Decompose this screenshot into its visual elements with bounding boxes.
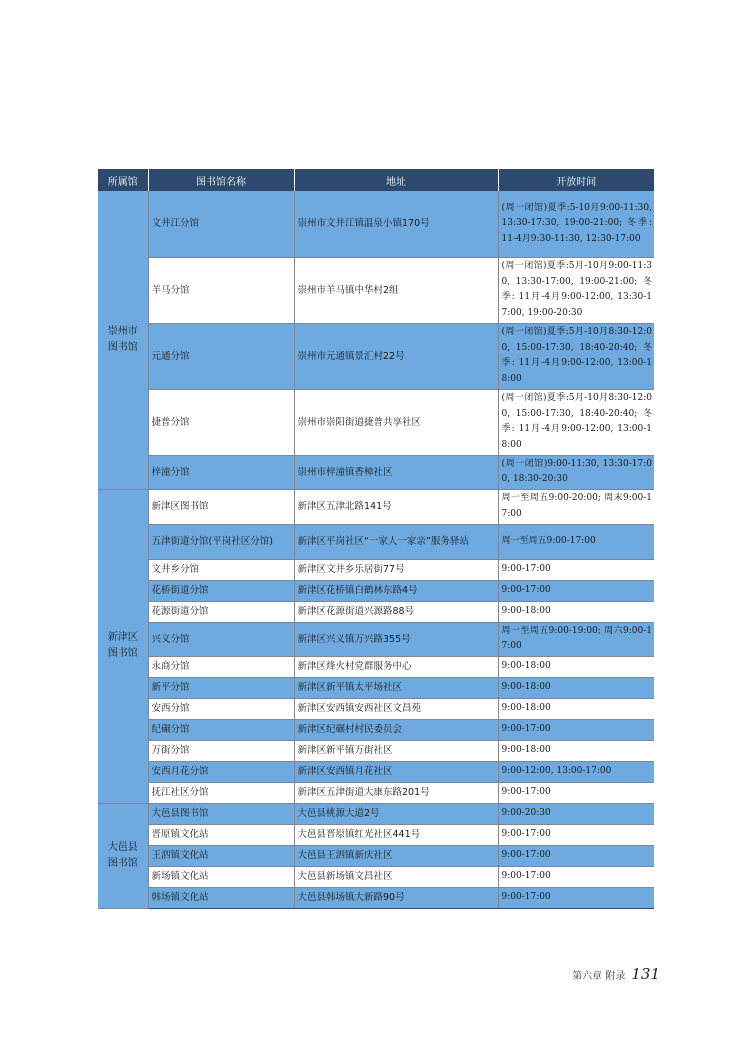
address-cell: 大邑县晋原镇红光社区441号 xyxy=(294,824,498,845)
hours-cell: (周一闭馆)夏季:5月-10月8:30-12:00, 15:00-17:30, 18:40-20:40; 冬季: 11月-4月9:00-12:00, 13:00-18:00 xyxy=(498,389,654,455)
table-row xyxy=(98,887,654,908)
table-row xyxy=(98,656,654,677)
address-cell: 崇州市梓潼镇香樟社区 xyxy=(294,455,498,489)
library-name-cell: 抚江社区分馆 xyxy=(148,782,294,803)
address-cell: 新津区新平镇太平场社区 xyxy=(294,677,498,698)
hours-cell: 9:00-18:00 xyxy=(498,698,654,719)
table-row xyxy=(98,323,654,389)
address-cell: 新津区纪碾村村民委员会 xyxy=(294,719,498,740)
table-row xyxy=(98,257,654,323)
hours-cell: 9:00-17:00 xyxy=(498,824,654,845)
table-row xyxy=(98,761,654,782)
hours-cell: (周一闭馆)夏季:5-10月9:00-11:30, 13:30-17:30, 19:00-21:00; 冬季: 11-4月9:30-11:30, 12:30-17:00 xyxy=(498,191,654,257)
table-row xyxy=(98,782,654,803)
address-cell: 新津区五津北路141号 xyxy=(294,489,498,524)
library-name-cell: 花源街道分馆 xyxy=(148,601,294,622)
address-cell: 新津区安西镇安西社区文昌苑 xyxy=(294,698,498,719)
group-library-name: 大邑县 图书馆 xyxy=(98,803,148,908)
hours-cell: 9:00-17:00 xyxy=(498,782,654,803)
hours-cell: 9:00-18:00 xyxy=(498,677,654,698)
hours-cell: 9:00-17:00 xyxy=(498,580,654,601)
address-cell: 大邑县王泗镇新庆社区 xyxy=(294,845,498,866)
header-address: 地址 xyxy=(294,169,498,191)
hours-cell: (周一闭馆)9:00-11:30, 13:30-17:00, 18:30-20:30 xyxy=(498,455,654,489)
library-table xyxy=(98,169,654,909)
chapter-label: 第六章 附录 xyxy=(572,971,626,982)
library-name-cell: 文井乡分馆 xyxy=(148,559,294,580)
table-row xyxy=(98,698,654,719)
library-name-cell: 安西分馆 xyxy=(148,698,294,719)
table-row xyxy=(98,866,654,887)
hours-cell: 9:00-18:00 xyxy=(498,601,654,622)
hours-cell: 9:00-18:00 xyxy=(498,656,654,677)
table-row xyxy=(98,622,654,656)
library-name-cell: 王泗镇文化站 xyxy=(148,845,294,866)
table-row xyxy=(98,559,654,580)
table-row xyxy=(98,845,654,866)
library-name-cell: 晋原镇文化站 xyxy=(148,824,294,845)
table-row xyxy=(98,389,654,455)
address-cell: 崇州市羊马镇中华村2组 xyxy=(294,257,498,323)
hours-cell: 9:00-17:00 xyxy=(498,559,654,580)
page-footer xyxy=(572,965,660,983)
library-name-cell: 韩场镇文化站 xyxy=(148,887,294,908)
address-cell: 新津区文井乡乐居街77号 xyxy=(294,559,498,580)
address-cell: 新津区新平镇万街社区 xyxy=(294,740,498,761)
address-cell: 新津区兴义镇万兴路355号 xyxy=(294,622,498,656)
hours-cell: 周一至周五9:00-17:00 xyxy=(498,524,654,559)
address-cell: 新津区烽火村党群服务中心 xyxy=(294,656,498,677)
table-row xyxy=(98,524,654,559)
library-name-cell: 大邑县图书馆 xyxy=(148,803,294,824)
table-row xyxy=(98,489,654,524)
group-library-name: 新津区 图书馆 xyxy=(98,489,148,803)
library-name-cell: 万街分馆 xyxy=(148,740,294,761)
library-name-cell: 羊马分馆 xyxy=(148,257,294,323)
table-row xyxy=(98,803,654,824)
table-row xyxy=(98,719,654,740)
group-library-name: 崇州市 图书馆 xyxy=(98,191,148,489)
library-name-cell: 花桥街道分馆 xyxy=(148,580,294,601)
address-cell: 大邑县新场镇文昌社区 xyxy=(294,866,498,887)
address-cell: 崇州市文井江镇温泉小镇170号 xyxy=(294,191,498,257)
table-row xyxy=(98,601,654,622)
hours-cell: (周一闭馆)夏季:5月-10月9:00-11:30, 13:30-17:00, 19:00-21:00; 冬季: 11月-4月9:00-12:00, 13:30-17:00, 19:00-20:30 xyxy=(498,257,654,323)
library-name-cell: 新平分馆 xyxy=(148,677,294,698)
address-cell: 大邑县桃源大道2号 xyxy=(294,803,498,824)
hours-cell: 周一至周五9:00-19:00; 周六9:00-17:00 xyxy=(498,622,654,656)
library-name-cell: 新场镇文化站 xyxy=(148,866,294,887)
library-name-cell: 捷普分馆 xyxy=(148,389,294,455)
address-cell: 新津区五津街道大康东路201号 xyxy=(294,782,498,803)
library-name-cell: 文井江分馆 xyxy=(148,191,294,257)
address-cell: 崇州市元通镇景汇村22号 xyxy=(294,323,498,389)
address-cell: 新津区花桥镇白鹤林东路4号 xyxy=(294,580,498,601)
library-name-cell: 元通分馆 xyxy=(148,323,294,389)
header-library-name: 图书馆名称 xyxy=(148,169,294,191)
header-hours: 开放时间 xyxy=(498,169,654,191)
library-name-cell: 兴义分馆 xyxy=(148,622,294,656)
library-name-cell: 安西月花分馆 xyxy=(148,761,294,782)
library-name-cell: 纪碾分馆 xyxy=(148,719,294,740)
table-row xyxy=(98,580,654,601)
table-row xyxy=(98,824,654,845)
page-number: 131 xyxy=(631,965,660,983)
hours-cell: 9:00-12:00, 13:00-17:00 xyxy=(498,761,654,782)
library-name-cell: 梓潼分馆 xyxy=(148,455,294,489)
table-row xyxy=(98,191,654,257)
address-cell: 新津区平岗社区“一家人一家亲”服务驿站 xyxy=(294,524,498,559)
library-name-cell: 五津街道分馆(平岗社区分馆) xyxy=(148,524,294,559)
hours-cell: 9:00-17:00 xyxy=(498,719,654,740)
hours-cell: 9:00-17:00 xyxy=(498,845,654,866)
hours-cell: 9:00-20:30 xyxy=(498,803,654,824)
table-header-row xyxy=(98,169,654,191)
library-name-cell: 永商分馆 xyxy=(148,656,294,677)
header-affiliation: 所属馆 xyxy=(98,169,148,191)
address-cell: 大邑县韩场镇大新路90号 xyxy=(294,887,498,908)
address-cell: 新津区安西镇月花社区 xyxy=(294,761,498,782)
hours-cell: (周一闭馆)夏季:5月-10月8:30-12:00, 15:00-17:30, 18:40-20:40; 冬季: 11月-4月9:00-12:00, 13:00-18:00 xyxy=(498,323,654,389)
hours-cell: 周一至周五9:00-20:00; 周末9:00-17:00 xyxy=(498,489,654,524)
hours-cell: 9:00-17:00 xyxy=(498,887,654,908)
hours-cell: 9:00-18:00 xyxy=(498,740,654,761)
address-cell: 新津区花源街道兴源路88号 xyxy=(294,601,498,622)
library-name-cell: 新津区图书馆 xyxy=(148,489,294,524)
address-cell: 崇州市崇阳街道捷普共享社区 xyxy=(294,389,498,455)
table-row xyxy=(98,740,654,761)
table-row xyxy=(98,677,654,698)
hours-cell: 9:00-17:00 xyxy=(498,866,654,887)
table-body xyxy=(98,191,654,908)
table-row xyxy=(98,455,654,489)
